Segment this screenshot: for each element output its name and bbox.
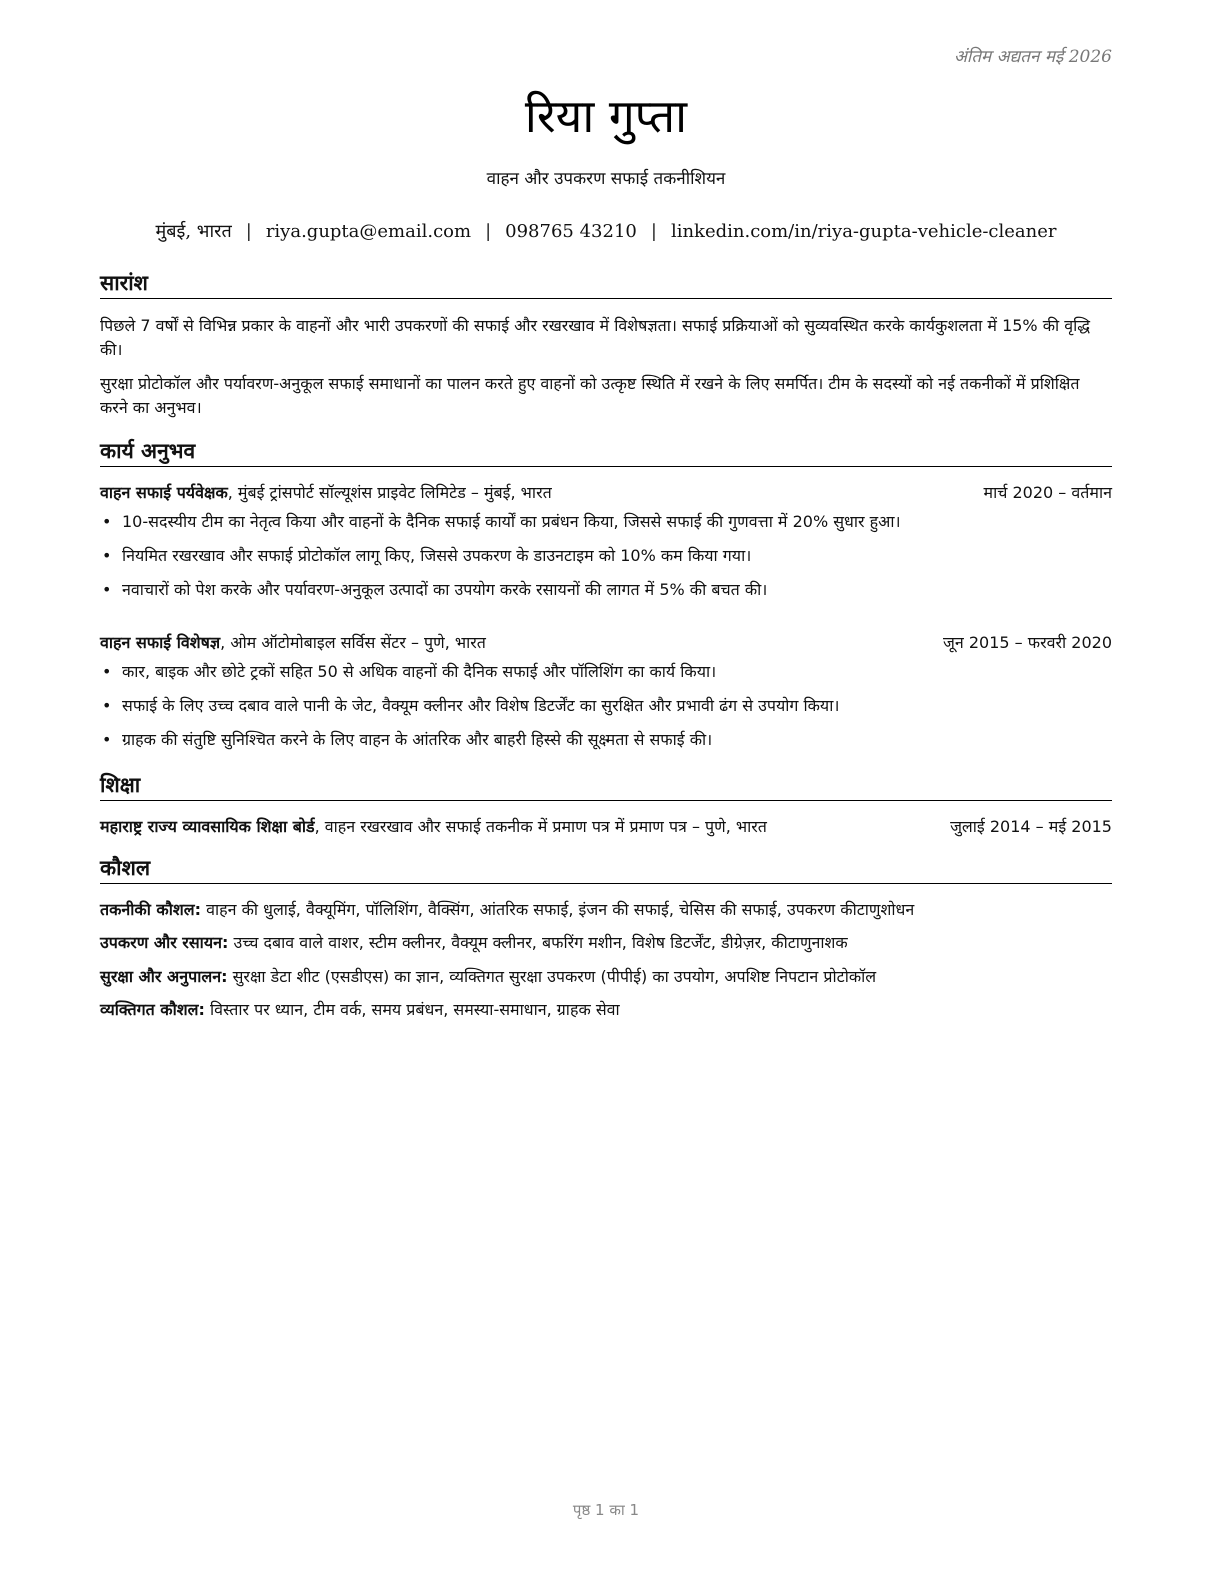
last-updated: अंतिम अद्यतन मई 2026	[953, 47, 1112, 67]
bullet-icon: •	[102, 580, 112, 599]
job-org: , ओम ऑटोमोबाइल सर्विस सेंटर – पुणे, भारत	[220, 633, 486, 652]
section-title-summary: सारांश	[100, 268, 1112, 299]
job-header	[100, 480, 1112, 506]
contact-email[interactable]: riya.gupta@email.com	[265, 221, 472, 242]
section-title-skills: कौशल	[100, 853, 1112, 884]
skill-label: उपकरण और रसायन:	[100, 933, 229, 952]
job-bullet	[100, 693, 1112, 719]
skill-line	[100, 964, 1112, 990]
skill-value: वाहन की धुलाई, वैक्यूमिंग, पॉलिशिंग, वैक्सिंग, आंतरिक सफाई, इंजन की सफाई, चेसिस की सफाई, उपकरण कीटाणुशोधन	[201, 900, 915, 919]
bullet-icon: •	[102, 730, 112, 749]
bullet-icon: •	[102, 696, 112, 715]
section-title-education: शिक्षा	[100, 770, 1112, 801]
bullet-text: 10-सदस्यीय टीम का नेतृत्व किया और वाहनों के दैनिक सफाई कार्यों का प्रबंधन किया, जिससे सफाई की गुणवत्ता में 20% सुधार हुआ।	[122, 512, 901, 531]
education-institution: महाराष्ट्र राज्य व्यावसायिक शिक्षा बोर्ड	[100, 817, 315, 836]
contact-line	[100, 218, 1112, 246]
contact-separator: |	[650, 221, 657, 242]
skill-value: उच्च दबाव वाले वाशर, स्टीम क्लीनर, वैक्यूम क्लीनर, बफरिंग मशीन, विशेष डिटर्जेंट, डीग्रेज़र, कीटाणुनाशक	[228, 933, 848, 952]
summary-paragraph: पिछले 7 वर्षों से विभिन्न प्रकार के वाहनों और भारी उपकरणों की सफाई और रखरखाव में विशेषज्ञता। सफाई प्रक्रियाओं को सुव्यवस्थित करके कार्यकुशलता में 15% की वृद्धि की।	[100, 316, 1091, 359]
bullet-text: ग्राहक की संतुष्टि सुनिश्चित करने के लिए वाहन के आंतरिक और बाहरी हिस्से की सूक्ष्मता से सफाई की।	[122, 730, 713, 749]
bullet-text: नवाचारों को पेश करके और पर्यावरण-अनुकूल उत्पादों का उपयोग करके रसायनों की लागत में 5% की बचत की।	[122, 580, 768, 599]
page-number: पृष्ठ 1 का 1	[572, 1501, 640, 1519]
bullet-text: नियमित रखरखाव और सफाई प्रोटोकॉल लागू किए, जिससे उपकरण के डाउनटाइम को 10% कम किया गया।	[122, 546, 752, 565]
skill-label: सुरक्षा और अनुपालन:	[100, 967, 228, 986]
education-dates: जुलाई 2014 – मई 2015	[950, 817, 1112, 836]
section-title-experience: कार्य अनुभव	[100, 436, 1112, 467]
skill-line	[100, 930, 1112, 956]
resume-page	[100, 0, 1112, 1584]
skill-line	[100, 897, 1112, 923]
skill-line	[100, 997, 1112, 1023]
bullet-icon: •	[102, 662, 112, 681]
job-role: वाहन सफाई विशेषज्ञ	[100, 633, 221, 652]
job-dates: मार्च 2020 – वर्तमान	[983, 483, 1112, 502]
job-title: वाहन और उपकरण सफाई तकनीशियन	[486, 169, 726, 189]
skill-label: व्यक्तिगत कौशल:	[100, 1000, 205, 1019]
job-role: वाहन सफाई पर्यवेक्षक	[100, 483, 228, 502]
education-detail: , वाहन रखरखाव और सफाई तकनीक में प्रमाण पत्र में प्रमाण पत्र – पुणे, भारत	[314, 817, 767, 836]
contact-separator: |	[245, 221, 252, 242]
bullet-text: सफाई के लिए उच्च दबाव वाले पानी के जेट, वैक्यूम क्लीनर और विशेष डिटर्जेंट का सुरक्षित और प्रभावी ढंग से उपयोग किया।	[122, 696, 840, 715]
job-bullet	[100, 577, 1112, 603]
skill-value: सुरक्षा डेटा शीट (एसडीएस) का ज्ञान, व्यक्तिगत सुरक्षा उपकरण (पीपीई) का उपयोग, अपशिष्ट निपटान प्रोटोकॉल	[227, 967, 877, 986]
skill-label: तकनीकी कौशल:	[100, 900, 201, 919]
education-entry	[100, 814, 1112, 840]
job-bullet	[100, 543, 1112, 569]
job-org: , मुंबई ट्रांसपोर्ट सॉल्यूशंस प्राइवेट लिमिटेड – मुंबई, भारत	[227, 483, 552, 502]
contact-linkedin[interactable]: linkedin.com/in/riya-gupta-vehicle-cleaner	[670, 221, 1057, 242]
candidate-name: रिया गुप्ता	[524, 89, 688, 143]
contact-separator: |	[485, 221, 492, 242]
skill-value: विस्तार पर ध्यान, टीम वर्क, समय प्रबंधन, समस्या-समाधान, ग्राहक सेवा	[204, 1000, 620, 1019]
job-bullet	[100, 727, 1112, 753]
job-dates: जून 2015 – फरवरी 2020	[943, 633, 1112, 652]
job-header	[100, 630, 1112, 656]
summary-paragraph: सुरक्षा प्रोटोकॉल और पर्यावरण-अनुकूल सफाई समाधानों का पालन करते हुए वाहनों को उत्कृष्ट स्थिति में रखने के लिए समर्पित। टीम के सदस्यों को नई तकनीकों में प्रशिक्षित करने का अनुभव।	[100, 374, 1080, 417]
contact-phone: 098765 43210	[505, 221, 637, 242]
bullet-text: कार, बाइक और छोटे ट्रकों सहित 50 से अधिक वाहनों की दैनिक सफाई और पॉलिशिंग का कार्य किया।	[122, 662, 717, 681]
job-bullet	[100, 659, 1112, 685]
bullet-icon: •	[102, 546, 112, 565]
contact-location: मुंबई, भारत	[155, 221, 232, 242]
bullet-icon: •	[102, 512, 112, 531]
job-bullet	[100, 509, 1112, 535]
